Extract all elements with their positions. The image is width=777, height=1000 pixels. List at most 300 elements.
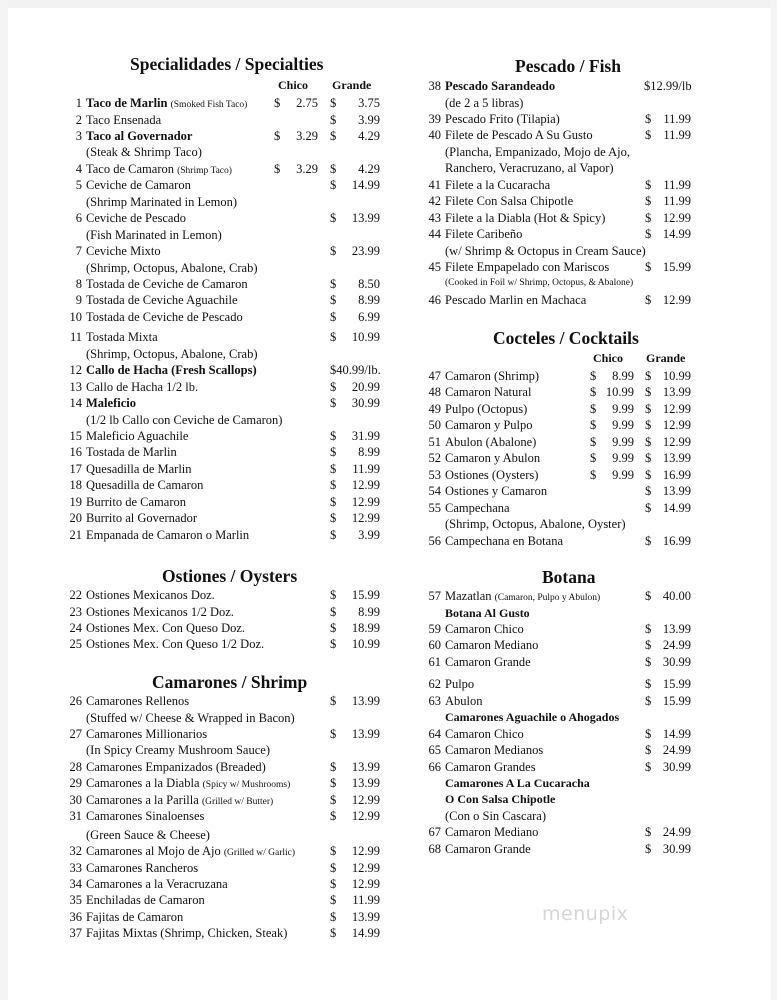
price-grande: 30.99 xyxy=(662,654,691,669)
item-name-text: Mazatlan xyxy=(445,589,492,603)
price-grande: 14.99 xyxy=(662,227,691,241)
item-description xyxy=(425,160,700,176)
menu-item xyxy=(425,500,700,516)
item-number: 48 xyxy=(428,385,441,400)
item-number: 8 xyxy=(75,276,82,291)
section-title-botana: Botana xyxy=(542,567,596,587)
currency-sign: $ xyxy=(330,909,337,924)
item-description xyxy=(66,194,396,210)
price-grande: 16.99 xyxy=(662,533,691,548)
price-grande: 4.29 xyxy=(358,161,380,176)
section-title-shrimp: Camarones / Shrimp xyxy=(152,672,308,692)
item-note: (Spicy w/ Mushrooms) xyxy=(202,780,291,791)
currency-sign: $ xyxy=(330,726,337,741)
item-number: 4 xyxy=(75,161,82,176)
item-number: 59 xyxy=(428,621,441,636)
currency-sign: $ xyxy=(645,194,652,209)
price-grande: 13.99 xyxy=(351,776,380,791)
item-name-text: Filete a la Diabla (Hot & Spicy) xyxy=(445,210,606,225)
menu-item xyxy=(425,78,700,94)
menu-item xyxy=(66,243,396,259)
item-number: 62 xyxy=(428,677,441,692)
section-title-fish: Pescado / Fish xyxy=(515,56,621,76)
section-title-cocktails: Cocteles / Cocktails xyxy=(493,328,639,348)
currency-sign: $ xyxy=(645,484,652,499)
menu-item xyxy=(425,726,700,742)
menu-item xyxy=(66,860,396,876)
item-description xyxy=(425,275,700,291)
item-name-text: Abulon xyxy=(445,693,483,708)
item-name-text: Taco al Governador xyxy=(86,128,193,143)
price-grande: 11.99 xyxy=(352,461,380,476)
item-number: 17 xyxy=(69,461,82,476)
menu-item xyxy=(425,533,700,549)
item-name-text: Camaron Natural xyxy=(445,385,532,400)
price-grande: 14.99 xyxy=(351,178,380,193)
item-name xyxy=(445,637,538,653)
menu-item xyxy=(66,527,396,543)
price-grande: 3.99 xyxy=(358,112,380,127)
item-number: 54 xyxy=(428,484,441,499)
item-name-text: Camaron Chico xyxy=(445,621,524,636)
price-grande: 3.75 xyxy=(358,96,380,110)
item-name xyxy=(86,112,161,128)
currency-sign: $ xyxy=(645,467,652,482)
item-number: 55 xyxy=(428,500,441,515)
price-chico: 9.99 xyxy=(612,401,634,416)
menu-item xyxy=(66,112,396,128)
currency-sign: $ xyxy=(330,494,337,509)
menu-item xyxy=(66,477,396,493)
item-name xyxy=(86,128,192,144)
item-price: $12.99/lb xyxy=(644,79,692,93)
item-name-text: Empanada de Camaron o Marlin xyxy=(86,527,250,542)
item-number: 22 xyxy=(69,588,82,602)
item-name xyxy=(86,843,295,861)
item-name-text: Camaron Mediano xyxy=(445,638,539,653)
menu-item xyxy=(425,193,700,209)
item-description xyxy=(425,516,700,532)
menu-item xyxy=(66,428,396,444)
item-number: 67 xyxy=(428,825,441,840)
column-header-grande: Grande xyxy=(332,78,372,92)
item-name xyxy=(445,759,536,775)
currency-sign: $ xyxy=(330,792,337,807)
currency-sign: $ xyxy=(330,511,337,526)
price-grande: 10.99 xyxy=(351,637,380,652)
price-chico: 10.99 xyxy=(605,385,634,400)
currency-sign: $ xyxy=(645,369,652,383)
price-grande: 3.99 xyxy=(358,527,380,542)
currency-sign: $ xyxy=(330,527,337,542)
item-name xyxy=(86,510,197,526)
item-name-text: Pescado Frito (Tilapia) xyxy=(445,111,560,126)
menu-item xyxy=(425,742,700,758)
menu-item xyxy=(425,127,700,143)
item-number: 46 xyxy=(428,292,441,307)
menu-item xyxy=(66,876,396,892)
item-number: 35 xyxy=(69,893,82,908)
item-number: 28 xyxy=(69,759,82,774)
subsection-label: O Con Salsa Chipotle xyxy=(445,792,556,807)
item-name-text: Ostiones Mexicanos Doz. xyxy=(86,588,215,602)
menu-item xyxy=(66,161,396,177)
currency-sign: $ xyxy=(330,244,337,258)
item-name xyxy=(445,401,527,417)
item-name xyxy=(86,636,264,652)
currency-sign: $ xyxy=(645,841,652,856)
menu-item xyxy=(425,226,700,242)
item-description xyxy=(66,710,396,726)
item-number: 63 xyxy=(428,693,441,708)
price-grande: 14.99 xyxy=(662,500,691,515)
item-name xyxy=(445,676,474,692)
item-number: 41 xyxy=(428,177,441,192)
currency-sign: $ xyxy=(590,418,597,433)
subsection-heading xyxy=(425,791,700,807)
item-name-text: Quesadilla de Camaron xyxy=(86,478,204,493)
currency-sign: $ xyxy=(330,926,337,941)
item-name xyxy=(445,434,536,450)
item-name xyxy=(86,161,232,179)
item-name xyxy=(86,726,207,742)
item-number: 25 xyxy=(69,637,82,652)
price-grande: 12.99 xyxy=(351,860,380,875)
menu-item xyxy=(66,792,396,808)
currency-sign: $ xyxy=(330,461,337,476)
price-grande: 13.99 xyxy=(662,451,691,466)
menu-item xyxy=(66,808,396,824)
menu-item xyxy=(66,362,396,378)
item-name xyxy=(86,909,183,925)
item-name-text: Ostiones Mex. Con Queso Doz. xyxy=(86,620,246,635)
currency-sign: $ xyxy=(330,877,337,891)
item-number: 38 xyxy=(428,79,441,93)
item-name xyxy=(86,792,273,810)
item-number: 5 xyxy=(75,178,82,193)
page-left-edge xyxy=(0,0,8,1000)
menu-item xyxy=(66,177,396,193)
item-name xyxy=(86,775,290,793)
price-grande: 11.99 xyxy=(663,177,691,192)
currency-sign: $ xyxy=(330,478,337,493)
menu-item xyxy=(66,636,396,652)
item-name xyxy=(86,362,257,378)
item-name xyxy=(86,329,158,345)
item-number: 65 xyxy=(428,743,441,758)
price-chico: 3.29 xyxy=(296,161,318,176)
currency-sign: $ xyxy=(590,401,597,416)
price-grande: 15.99 xyxy=(662,259,691,274)
item-name xyxy=(86,461,192,477)
item-description-text: (Green Sauce & Cheese) xyxy=(86,827,210,842)
price-grande: 6.99 xyxy=(358,309,380,324)
price-chico: 8.99 xyxy=(612,369,634,383)
currency-sign: $ xyxy=(330,330,337,345)
item-name-text: Taco Ensenada xyxy=(86,112,162,127)
item-number: 34 xyxy=(69,877,82,891)
item-description xyxy=(66,346,396,362)
item-number: 2 xyxy=(75,112,82,127)
menu-item xyxy=(66,587,396,603)
price-grande: 12.99 xyxy=(662,210,691,225)
item-name-text: Burrito de Camaron xyxy=(86,494,186,509)
item-number: 66 xyxy=(428,759,441,774)
item-name-text: Filete a la Cucaracha xyxy=(445,177,551,192)
item-name xyxy=(86,860,198,876)
subsection-heading xyxy=(425,605,700,621)
item-description-text: (de 2 a 5 libras) xyxy=(445,95,524,110)
menu-item xyxy=(66,775,396,791)
currency-sign: $ xyxy=(645,693,652,708)
price-grande: 8.99 xyxy=(358,445,380,460)
item-number: 42 xyxy=(428,194,441,209)
subsection-label: Camarones A La Cucaracha xyxy=(445,776,590,790)
currency-sign: $ xyxy=(645,500,652,515)
item-number: 21 xyxy=(69,527,82,542)
item-number: 51 xyxy=(428,434,441,449)
item-description-text: (1/2 lb Callo con Ceviche de Camaron) xyxy=(86,412,283,427)
price-grande: 12.99 xyxy=(351,792,380,807)
item-description-text: (Fish Marinated in Lemon) xyxy=(86,227,222,242)
price-grande: 10.99 xyxy=(662,369,691,383)
item-name xyxy=(86,444,177,460)
currency-sign: $ xyxy=(645,259,652,274)
price-chico: 9.99 xyxy=(612,451,634,466)
price-grande: 12.99 xyxy=(351,511,380,526)
menu-item xyxy=(66,329,396,345)
subsection-heading xyxy=(425,709,700,725)
item-description-text: (Con o Sin Cascara) xyxy=(445,808,547,823)
currency-sign: $ xyxy=(645,638,652,653)
item-name-text: Pulpo (Octopus) xyxy=(445,401,528,416)
menu-item xyxy=(425,588,700,604)
menu-item xyxy=(66,309,396,325)
menu-item xyxy=(66,395,396,411)
item-note: (Shrimp Taco) xyxy=(177,165,232,176)
price-grande: 30.99 xyxy=(662,759,691,774)
currency-sign: $ xyxy=(645,677,652,692)
price-grande: 18.99 xyxy=(351,620,380,635)
item-name-text: Callo de Hacha 1/2 lb. xyxy=(86,379,199,394)
currency-sign: $ xyxy=(330,809,337,824)
menu-item xyxy=(425,759,700,775)
item-number: 19 xyxy=(69,494,82,509)
item-name-text: Camaron Grande xyxy=(445,654,531,669)
currency-sign: $ xyxy=(330,161,337,176)
price-grande: 12.99 xyxy=(662,434,691,449)
item-name xyxy=(445,841,531,857)
menu-item xyxy=(66,379,396,395)
menu-item xyxy=(425,292,700,308)
item-name xyxy=(86,276,248,292)
item-name xyxy=(445,78,555,94)
item-name-text: Campechana en Botana xyxy=(445,533,564,548)
item-name-text: Camarones Rancheros xyxy=(86,860,199,875)
item-description-text: (Plancha, Empanizado, Mojo de Ajo, xyxy=(445,144,631,159)
item-number: 43 xyxy=(428,210,441,225)
price-grande: 31.99 xyxy=(351,429,380,443)
item-name-text: Ceviche Mixto xyxy=(86,244,161,258)
item-name xyxy=(445,111,560,127)
item-number: 39 xyxy=(428,111,441,126)
item-name xyxy=(86,95,247,113)
menu-item xyxy=(425,676,700,692)
price-grande: 15.99 xyxy=(662,693,691,708)
subsection-label: Camarones Aguachile o Ahogados xyxy=(445,710,620,725)
menu-item xyxy=(425,259,700,275)
item-name-text: Camarones a la Veracruzana xyxy=(86,877,228,891)
watermark-logo: menupix xyxy=(542,903,629,925)
column-header-chico: Chico xyxy=(593,351,623,365)
item-number: 31 xyxy=(69,809,82,824)
item-number: 47 xyxy=(428,369,441,383)
price-grande: 24.99 xyxy=(662,638,691,653)
menu-item xyxy=(425,841,700,857)
item-name xyxy=(86,477,203,493)
price-grande: 13.99 xyxy=(351,909,380,924)
item-name-text: Filete Con Salsa Chipotle xyxy=(445,194,574,209)
item-name xyxy=(86,693,189,709)
item-number: 6 xyxy=(75,211,82,226)
menu-item xyxy=(425,483,700,499)
item-name-text: Tostada de Marlin xyxy=(86,445,177,460)
item-name-text: Ostiones (Oysters) xyxy=(445,467,539,482)
item-description-text: (Shrimp, Octopus, Abalone, Crab) xyxy=(86,260,258,275)
section-title-specialties: Specialidades / Specialties xyxy=(130,54,324,74)
item-name xyxy=(445,824,538,840)
currency-sign: $ xyxy=(590,467,597,482)
item-number: 15 xyxy=(69,429,82,443)
item-number: 29 xyxy=(69,776,82,791)
item-name-text: Camarones Millionarios xyxy=(86,726,208,741)
item-number: 12 xyxy=(69,363,82,378)
item-description-text: Ranchero, Veracruzano, al Vapor) xyxy=(445,161,614,176)
item-description-text: (Steak & Shrimp Taco) xyxy=(86,145,202,160)
price-grande: 8.50 xyxy=(358,276,380,291)
price-grande: 40.00 xyxy=(662,589,691,603)
item-name xyxy=(445,450,540,466)
item-name xyxy=(445,210,605,226)
item-name xyxy=(86,494,186,510)
price-grande: 12.99 xyxy=(351,844,380,859)
menu-item xyxy=(66,843,396,859)
menu-item xyxy=(66,210,396,226)
menu-item xyxy=(66,909,396,925)
price-grande: 13.99 xyxy=(662,385,691,400)
item-name-text: Camarones al Mojo de Ajo xyxy=(86,844,221,859)
currency-sign: $ xyxy=(645,825,652,840)
currency-sign: $ xyxy=(330,178,337,193)
item-name xyxy=(445,417,533,433)
item-note: (Grilled w/ Butter) xyxy=(201,796,274,807)
item-number: 53 xyxy=(428,467,441,482)
price-grande: 24.99 xyxy=(662,825,691,840)
item-name-text: Camarones Rellenos xyxy=(86,694,190,708)
currency-sign: $ xyxy=(330,396,337,411)
menu-item xyxy=(66,510,396,526)
menu-item xyxy=(425,654,700,670)
currency-sign: $ xyxy=(645,589,652,603)
subsection-label: Botana Al Gusto xyxy=(445,605,530,620)
item-name-text: Filete Empapelado con Mariscos xyxy=(445,259,610,274)
item-name xyxy=(86,587,215,603)
currency-sign: $ xyxy=(330,860,337,875)
item-name xyxy=(445,483,547,499)
price-grande: 13.99 xyxy=(351,726,380,741)
currency-sign: $ xyxy=(330,893,337,908)
item-description xyxy=(425,144,700,160)
currency-sign: $ xyxy=(330,112,337,127)
currency-sign: $ xyxy=(645,654,652,669)
item-number: 45 xyxy=(428,259,441,274)
currency-sign: $ xyxy=(330,759,337,774)
item-name-text: Enchiladas de Camaron xyxy=(86,893,205,908)
column-header-chico: Chico xyxy=(278,78,308,92)
menu-item xyxy=(425,467,700,483)
price-grande: 11.99 xyxy=(352,893,380,908)
item-description xyxy=(425,808,700,824)
item-number: 64 xyxy=(428,726,441,741)
page-right-edge xyxy=(771,0,777,1000)
item-number: 9 xyxy=(75,293,82,308)
menu-item xyxy=(66,693,396,709)
currency-sign: $ xyxy=(645,759,652,774)
item-name-text: Camaron (Shrimp) xyxy=(445,369,540,383)
price-grande: 12.99 xyxy=(662,418,691,433)
item-description-text: (Shrimp, Octopus, Abalone, Oyster) xyxy=(445,517,626,531)
item-description-text: (Shrimp, Octopus, Abalone, Crab) xyxy=(86,346,258,361)
price-grande: 20.99 xyxy=(351,379,380,394)
price-grande: 30.99 xyxy=(351,396,380,411)
menu-item xyxy=(425,210,700,226)
menu-item xyxy=(425,434,700,450)
item-name-text: Camaron Mediano xyxy=(445,825,539,840)
item-name xyxy=(445,368,539,384)
item-number: 61 xyxy=(428,654,441,669)
item-number: 57 xyxy=(428,589,441,603)
item-number: 68 xyxy=(428,841,441,856)
menu-item xyxy=(66,604,396,620)
item-name-text: Burrito al Governador xyxy=(86,511,198,526)
price-grande: 11.99 xyxy=(663,128,691,143)
item-number: 13 xyxy=(69,379,82,394)
item-price: $40.99/lb. xyxy=(330,363,381,378)
item-number: 11 xyxy=(69,330,82,345)
price-grande: 8.99 xyxy=(358,293,380,308)
currency-sign: $ xyxy=(274,161,281,176)
item-description xyxy=(66,412,396,428)
item-description xyxy=(66,827,396,843)
currency-sign: $ xyxy=(590,451,597,466)
menu-item xyxy=(66,128,396,144)
item-number: 3 xyxy=(75,128,82,143)
item-name xyxy=(445,533,563,549)
item-name-text: Maleficio Aguachile xyxy=(86,429,189,443)
item-number: 27 xyxy=(69,726,82,741)
item-number: 18 xyxy=(69,478,82,493)
item-name xyxy=(445,259,609,275)
item-number: 52 xyxy=(428,451,441,466)
menu-item xyxy=(425,368,700,384)
currency-sign: $ xyxy=(330,776,337,791)
item-name xyxy=(445,226,522,242)
currency-sign: $ xyxy=(645,621,652,636)
item-name xyxy=(445,177,550,193)
price-grande: 13.99 xyxy=(351,211,380,226)
item-description xyxy=(66,742,396,758)
currency-sign: $ xyxy=(590,434,597,449)
